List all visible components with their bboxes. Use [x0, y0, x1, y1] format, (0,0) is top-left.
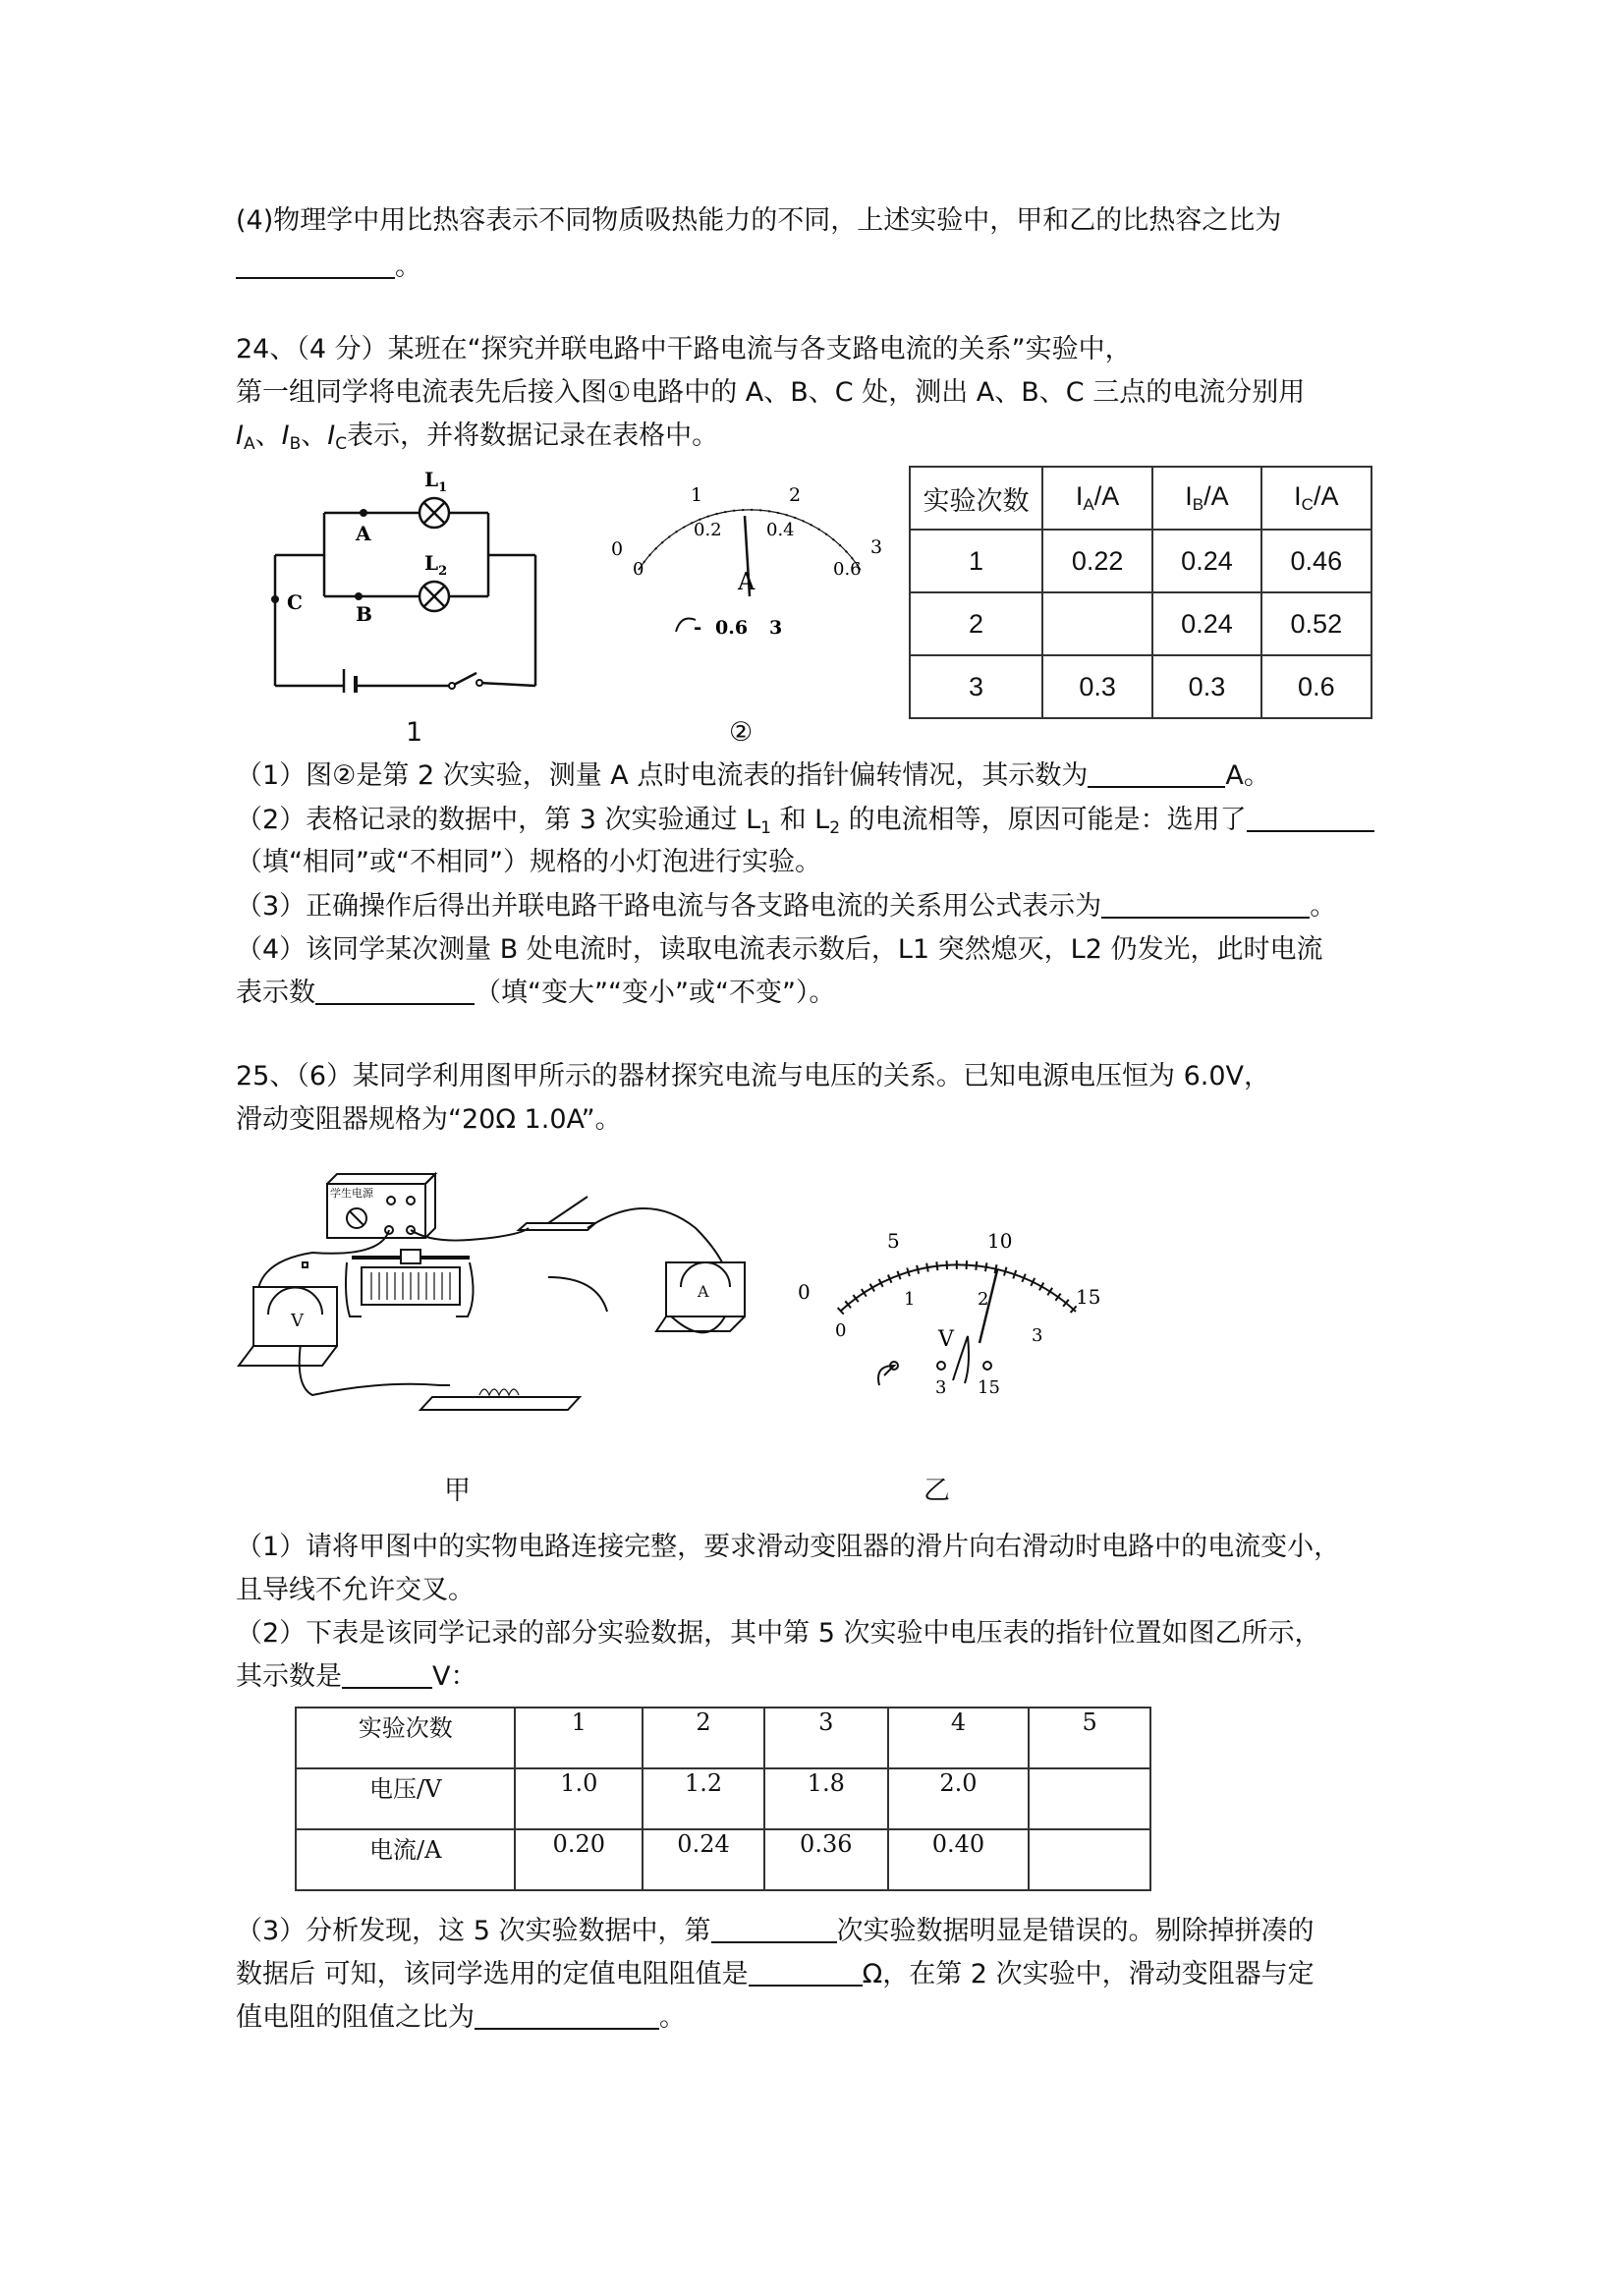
table-cell: 1.2 — [643, 1768, 764, 1829]
lamp-l1-label: $L_1$ — [424, 468, 448, 495]
q25-data-table — [295, 1707, 1151, 1891]
answer-blank[interactable] — [315, 974, 475, 1005]
q25-sub3: （3）分析发现，这 5 次实验数据中，第 次实验数据明显是错误的。剔除掉拼凑的 — [236, 1912, 1315, 1951]
tick-1-outer: 1 — [691, 484, 703, 506]
terminal-15: 15 — [978, 1377, 1000, 1398]
table-row — [910, 592, 1371, 655]
terminal-3: 3 — [935, 1377, 947, 1398]
table-cell: 4 — [888, 1708, 1030, 1768]
table-cell: 0.3 — [1042, 655, 1152, 718]
ammeter-wire — [676, 619, 696, 633]
table-cell[interactable] — [1029, 1829, 1150, 1890]
answer-blank[interactable] — [236, 248, 395, 279]
table-row — [910, 530, 1371, 592]
table-row — [296, 1829, 1150, 1890]
q24-data-table — [909, 466, 1372, 719]
table-cell: 0.24 — [1152, 592, 1260, 655]
tick-2-inner: 2 — [978, 1289, 989, 1310]
ammeter-letter: A — [698, 1282, 709, 1301]
table-cell: 0.52 — [1261, 592, 1371, 655]
fixed-resistor — [420, 1397, 580, 1410]
lamp-l2-label: $L_2$ — [424, 551, 448, 579]
figure-jia-caption: 甲 — [444, 1476, 471, 1506]
q24-line2: 第一组同学将电流表先后接入图①电路中的 A、B、C 处，测出 A、B、C 三点的电流分别用 — [236, 377, 1306, 408]
power-supply-label: 学生电源 — [330, 1187, 373, 1200]
tick-06-inner: 0.6 — [833, 559, 862, 580]
q24-sub1: （1）图②是第 2 次实验，测量 A 点时电流表的指针偏转情况，其示数为 A。 — [236, 756, 1270, 796]
table-cell: 2.0 — [888, 1768, 1030, 1829]
terminal-0.6: 0.6 — [715, 617, 749, 639]
q24-sub4-cont: 表示数 （填“变大”“变小”或“不变”）。 — [236, 974, 835, 1013]
table-cell: 0.20 — [515, 1829, 643, 1890]
table-cell: 3 — [910, 655, 1042, 718]
q24-sub4: （4）该同学某次测量 B 处电流时，读取电流表示数后，L1 突然熄灭，L2 仍发光，此时电流 — [236, 934, 1323, 965]
answer-blank[interactable] — [711, 1912, 837, 1943]
q25-sub3-cont2: 值电阻的阻值之比为 。 — [236, 1998, 686, 2038]
terminal-minus: - — [694, 615, 702, 639]
voltmeter-scale-ticks — [840, 1264, 1076, 1312]
tick-02-inner: 0.2 — [694, 520, 722, 540]
point-c-label: C — [287, 590, 303, 614]
table-row — [910, 655, 1371, 718]
voltmeter-symbol: V — [938, 1327, 954, 1352]
voltmeter-letter: V — [291, 1311, 304, 1331]
header-ic: $I_C/A$ — [1261, 467, 1371, 530]
table-cell[interactable] — [1042, 592, 1152, 655]
answer-blank[interactable] — [1088, 756, 1225, 788]
answer-blank[interactable] — [1247, 801, 1374, 832]
table-cell: 1.0 — [515, 1768, 643, 1829]
q23-part4-line2: 。 — [236, 248, 421, 287]
apparatus-figure — [234, 1169, 804, 1454]
q25-line2: 滑动变阻器规格为“20Ω 1.0A”。 — [236, 1104, 622, 1135]
header-trial: 实验次数 — [910, 467, 1042, 530]
table-cell: 0.46 — [1261, 530, 1371, 592]
point-a-label: A — [356, 522, 371, 545]
wire — [548, 1277, 607, 1312]
answer-blank[interactable] — [342, 1657, 432, 1689]
table-cell: 1.8 — [764, 1768, 888, 1829]
q25-sub1: （1）请将甲图中的实物电路连接完整，要求滑动变阻器的滑片向右滑动时电路中的电流变小， — [236, 1532, 1341, 1562]
knife-switch — [519, 1223, 595, 1230]
tick-0-outer: 0 — [798, 1280, 811, 1304]
ammeter-scale-ticks — [639, 510, 861, 570]
tick-0-inner: 0 — [633, 559, 644, 580]
table-cell: 1 — [910, 530, 1042, 592]
terminal-3: 3 — [769, 617, 783, 639]
voltmeter-dial — [786, 1218, 1120, 1405]
figure1-caption: 1 — [406, 717, 423, 748]
q24-sub2-cont: （填“相同”或“不相同”）规格的小灯泡进行实验。 — [236, 847, 821, 877]
table-header-row — [910, 467, 1371, 530]
table-cell: 3 — [764, 1708, 888, 1768]
q24-header: 24、（4 分）某班在“探究并联电路中干路电流与各支路电流的关系”实验中， — [236, 334, 1132, 364]
parallel-circuit-diagram — [265, 467, 550, 693]
answer-blank[interactable] — [749, 1955, 863, 1987]
tick-15-outer: 15 — [1076, 1285, 1101, 1309]
header-ib: $I_B/A$ — [1152, 467, 1260, 530]
q24-sub2: （2）表格记录的数据中，第 3 次实验通过 $L_1$ 和 $L_2$ 的电流相等，原因可能是：选用了 — [236, 801, 1374, 848]
header-ia: $I_A/A$ — [1042, 467, 1152, 530]
q25-sub3-cont: 数据后 可知，该同学选用的定值电阻阻值是 Ω，在第 2 次实验中，滑动变阻器与定 — [236, 1955, 1315, 1994]
q25-sub2: （2）下表是该同学记录的部分实验数据，其中第 5 次实验中电压表的指针位置如图乙所示， — [236, 1618, 1321, 1649]
tick-0-outer: 0 — [611, 538, 624, 560]
ammeter-symbol: A — [738, 568, 756, 595]
table-cell: 0.3 — [1152, 655, 1260, 718]
table-cell: 2 — [910, 592, 1042, 655]
table-cell: 2 — [643, 1708, 764, 1768]
point-b-label: B — [356, 602, 372, 626]
answer-blank[interactable] — [1101, 887, 1310, 919]
table-cell: 实验次数 — [296, 1708, 515, 1768]
table-cell: 电压/V — [296, 1768, 515, 1829]
table-cell: 0.40 — [888, 1829, 1030, 1890]
q25-sub1-cont: 且导线不允许交叉。 — [236, 1575, 475, 1605]
table-cell: 0.22 — [1042, 530, 1152, 592]
tick-1-inner: 1 — [904, 1289, 916, 1310]
table-row — [296, 1768, 1150, 1829]
table-cell: 0.6 — [1261, 655, 1371, 718]
q23-part4-text: (4)物理学中用比热容表示不同物质吸热能力的不同，上述实验中，甲和乙的比热容之比为 — [236, 205, 1282, 236]
table-cell: 电流/A — [296, 1829, 515, 1890]
tick-2-outer: 2 — [789, 484, 802, 506]
table-cell: 1 — [515, 1708, 643, 1768]
ammeter-dial — [597, 476, 902, 653]
table-cell: 0.36 — [764, 1829, 888, 1890]
q24-sub3: （3）正确操作后得出并联电路干路电流与各支路电流的关系用公式表示为 。 — [236, 887, 1336, 926]
tick-10-outer: 10 — [987, 1229, 1013, 1253]
table-cell[interactable] — [1029, 1768, 1150, 1829]
table-cell: 0.24 — [643, 1829, 764, 1890]
q24-line3: $I_A$、$I_B$、$I_C$表示，并将数据记录在表格中。 — [236, 420, 719, 454]
q25-sub2-cont: 其示数是 V： — [236, 1657, 476, 1697]
table-cell: 0.24 — [1152, 530, 1260, 592]
tick-3-outer: 3 — [870, 536, 883, 558]
tick-0-inner: 0 — [835, 1320, 847, 1341]
table-header-row — [296, 1708, 1150, 1768]
answer-blank[interactable] — [475, 1998, 659, 2030]
tick-3-inner: 3 — [1032, 1325, 1043, 1346]
figure-yi-caption: 乙 — [923, 1476, 950, 1506]
tick-5-outer: 5 — [887, 1229, 900, 1253]
table-cell: 5 — [1029, 1708, 1150, 1768]
figure2-caption: ② — [729, 717, 754, 748]
q25-header: 25、（6）某同学利用图甲所示的器材探究电流与电压的关系。已知电源电压恒为 6.0V， — [236, 1061, 1271, 1092]
tick-04-inner: 0.4 — [766, 520, 795, 540]
